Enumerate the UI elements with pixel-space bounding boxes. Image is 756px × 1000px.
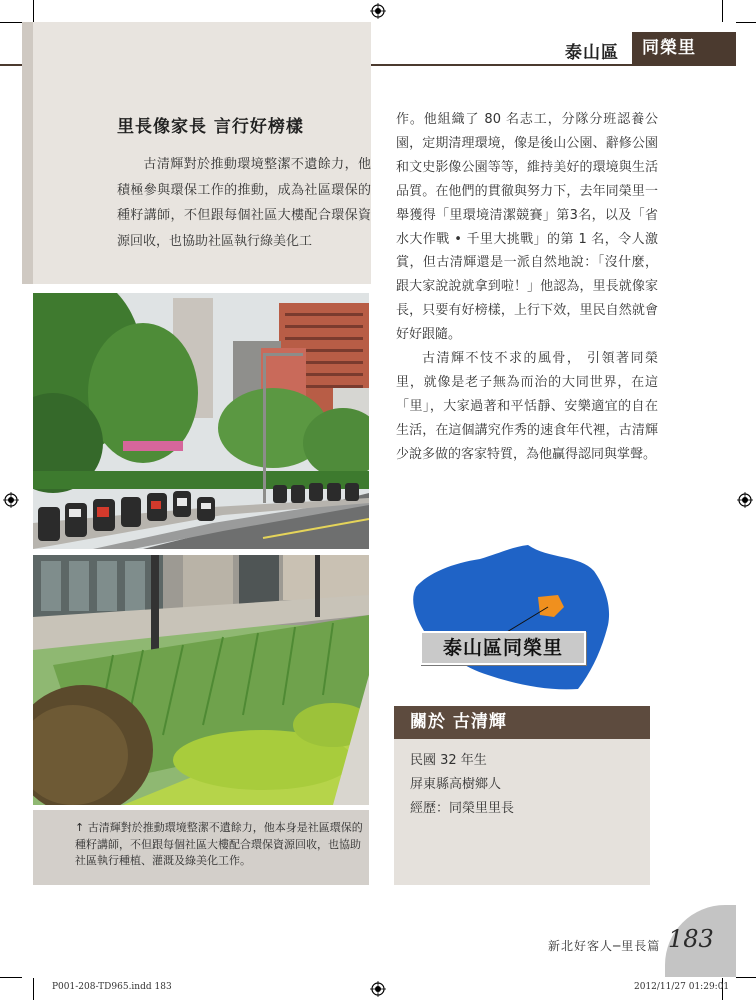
page-number: 183 <box>668 925 714 953</box>
street-scene-photo <box>33 293 369 549</box>
print-slug-timestamp: 2012/11/27 01:29:01 <box>634 982 730 992</box>
article-left-text: 古清輝對於推動環境整潔不遺餘力，他積極參與環保工作的推動，成為社區環保的種籽講師，不但跟每個社區大樓配合環保資源回收，也協助社區執行綠美化工 <box>117 157 371 249</box>
map-label: 泰山區同榮里 <box>420 631 586 665</box>
article-left-paragraph <box>117 152 371 254</box>
registration-mark-icon <box>370 3 386 19</box>
about-line-hometown: 屏東縣高樹鄉人 <box>410 777 502 792</box>
crop-mark <box>736 977 756 978</box>
crop-mark <box>0 22 22 23</box>
crop-mark <box>33 0 34 22</box>
about-line-experience: 經歷：同榮里里長 <box>410 801 515 816</box>
header-district: 泰山區 <box>565 43 619 63</box>
crop-mark <box>736 22 756 23</box>
registration-mark-icon <box>370 981 386 997</box>
left-panel-strip <box>22 22 33 284</box>
article-heading: 里長像家長 言行好榜樣 <box>117 117 304 137</box>
crop-mark <box>0 977 22 978</box>
registration-mark-icon <box>3 492 19 508</box>
header-village-tab: 同榮里 <box>632 32 736 64</box>
article-right-paragraph-2: 古清輝不忮不求的風骨， 引領著同榮里，就像是老子無為而治的大同世界，在這「里」，大家過著和平恬靜、安樂適宜的自在生活，在這個講究作秀的速食年代裡，古清輝少說多做的客家特質，為他贏得認同與掌聲。 <box>396 351 658 462</box>
article-right-paragraph-1: 作。他組織了 80 名志工，分隊分班認養公園，定期清理環境，像是後山公園、辭修公園和文史影像公園等等，維持美好的環境與生活品質。在他們的貫徹與努力下，去年同榮里一舉獲得「里環境清潔競賽」第3名，以及「省水大作戰 • 千里大挑戰」的第 1 名，令人激賞，但古清輝還是一派自然地說：「沒什麼，跟大家說說就拿到啦！」他認為，里長就像家長，只要有好榜樣，上行下效，里民自然就會好好跟隨。 <box>396 112 658 343</box>
about-title: 關於 古清輝 <box>394 706 650 739</box>
garden-photo <box>33 555 369 805</box>
book-title: 新北好客人─里長篇 <box>548 939 661 953</box>
crop-mark <box>722 0 723 22</box>
print-slug-file: P001-208-TD965.indd 183 <box>52 982 172 992</box>
article-right-column <box>396 108 658 467</box>
about-line-birth: 民國 32 年生 <box>410 753 487 768</box>
registration-mark-icon <box>737 492 753 508</box>
village-map <box>408 545 618 695</box>
photo-caption: ↑ 古清輝對於推動環境整潔不遺餘力，他本身是社區環保的種籽講師，不但跟每個社區大樓配合環保資源回收，也協助社區執行種植、灌溉及綠美化工作。 <box>75 821 363 867</box>
crop-mark <box>33 978 34 1000</box>
